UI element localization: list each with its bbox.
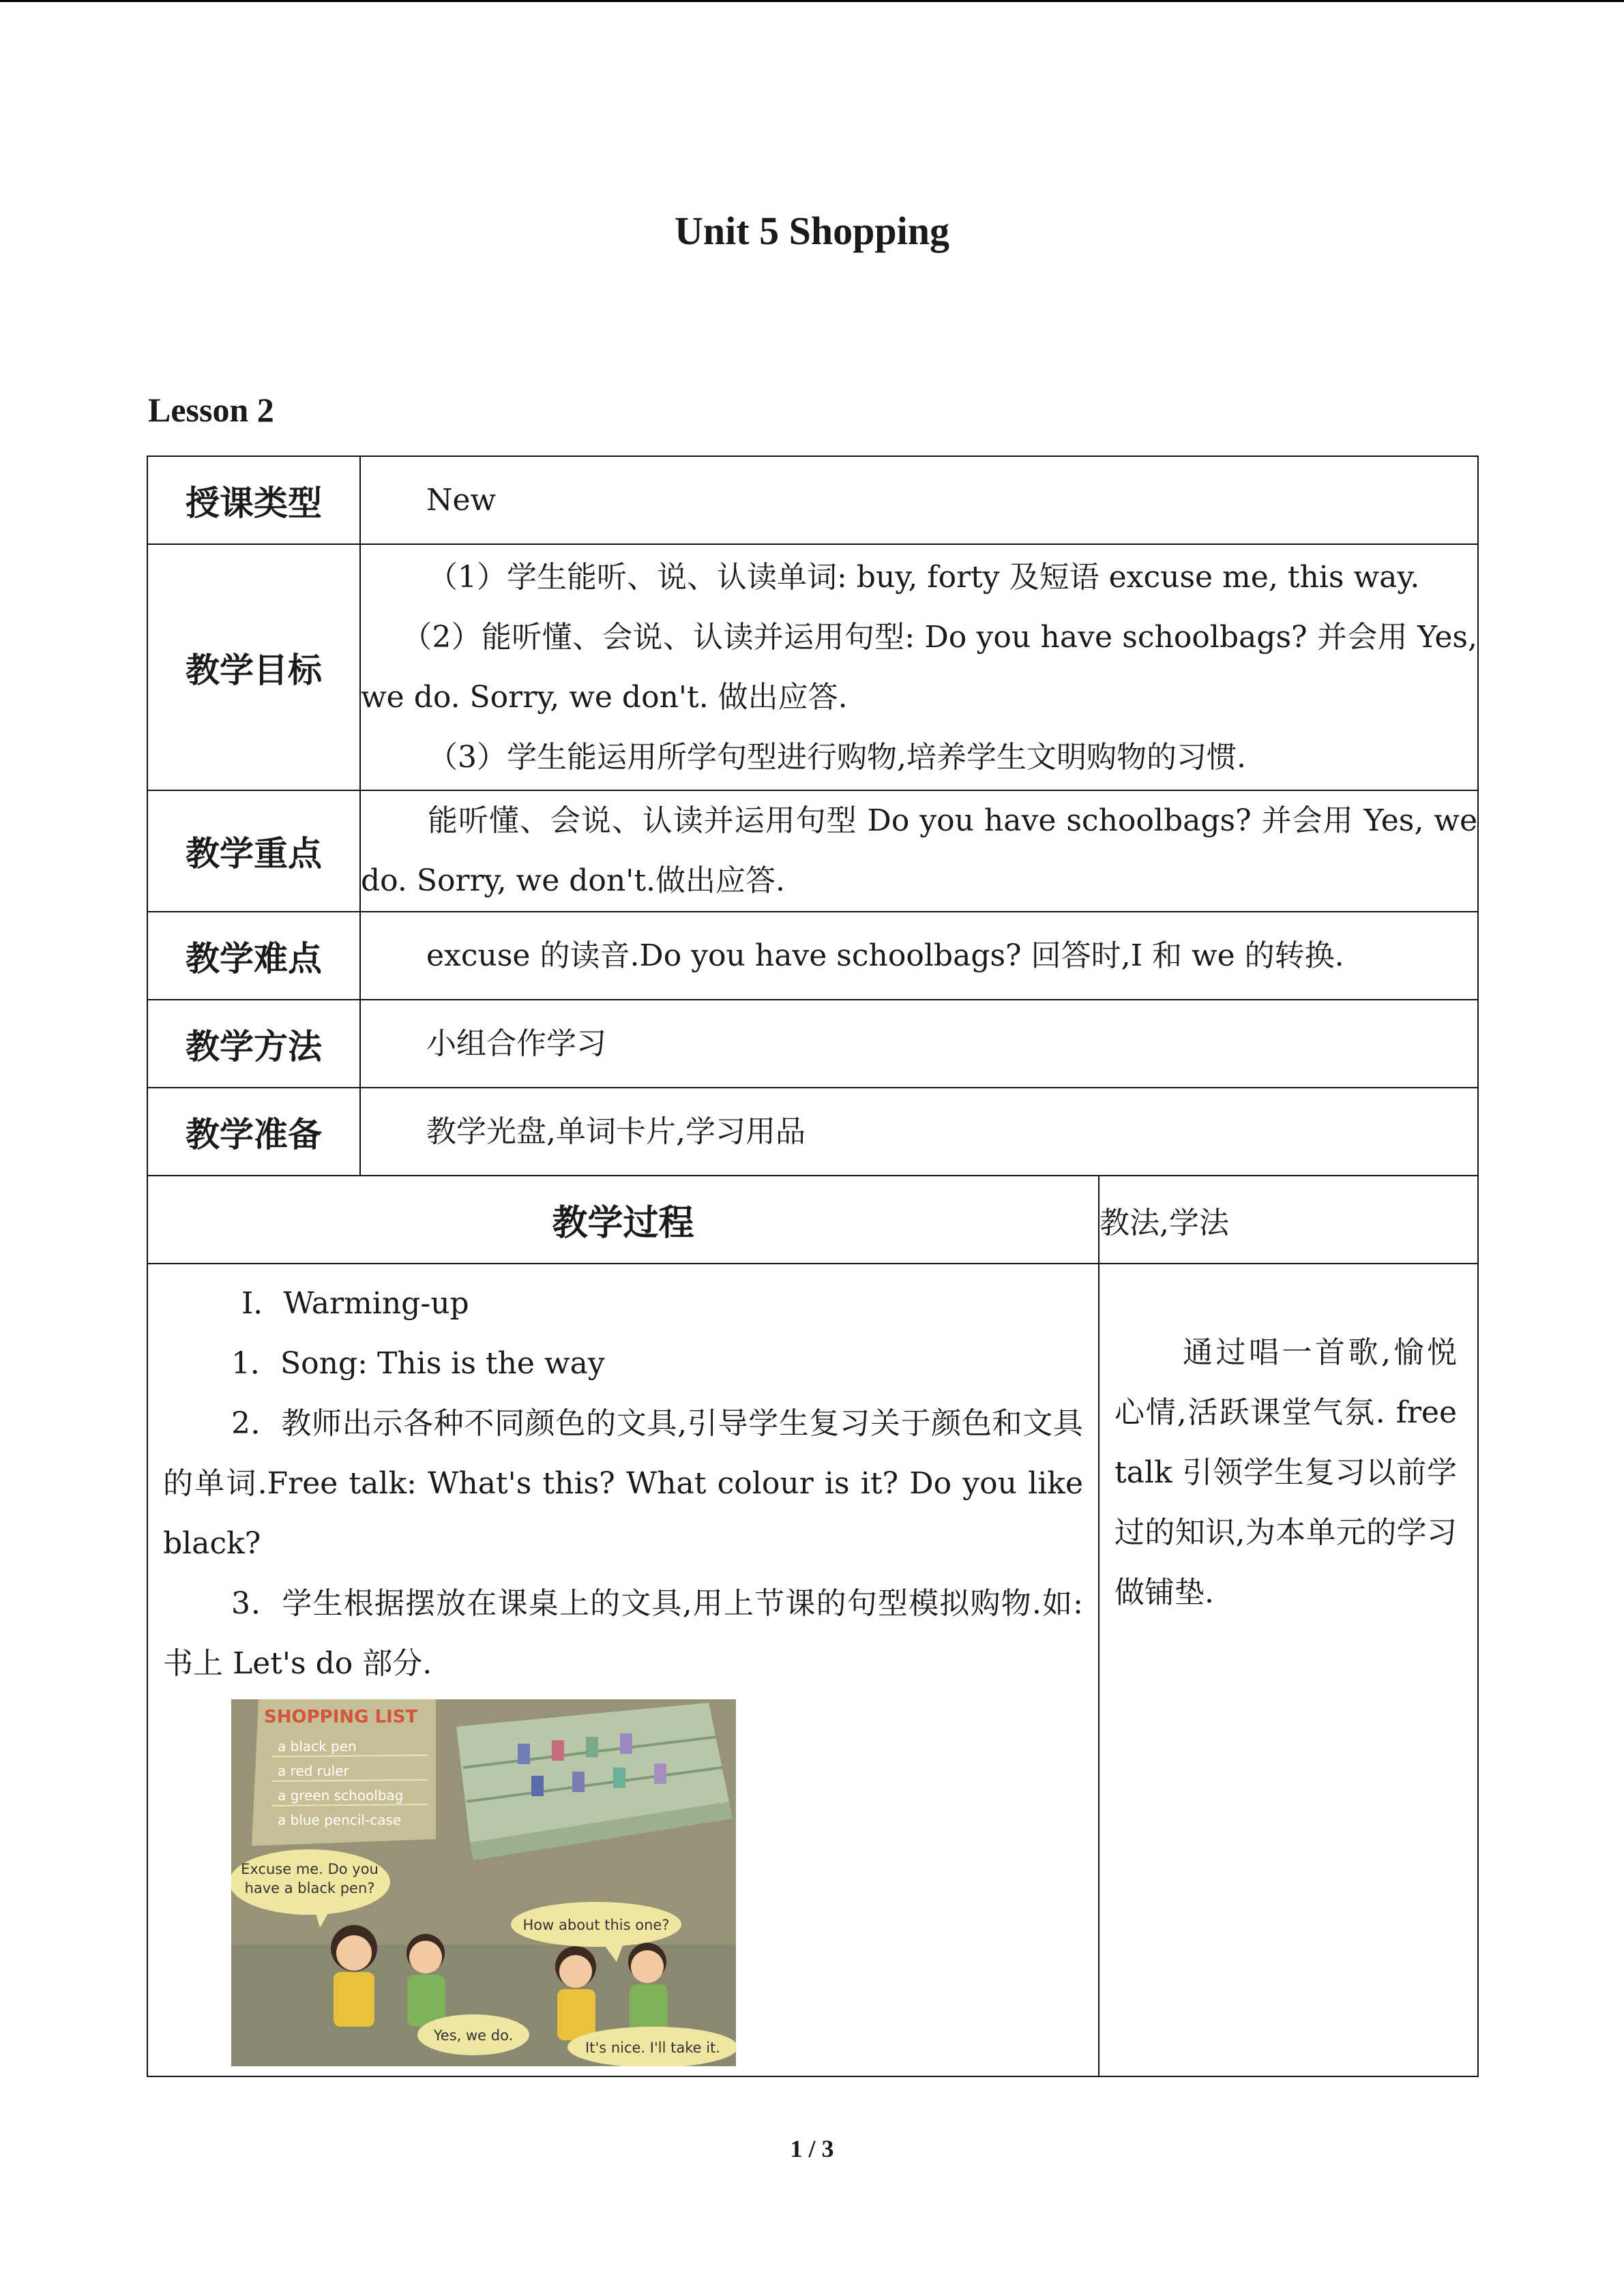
row-difficulties xyxy=(147,912,1478,1000)
value-difficulties xyxy=(360,912,1478,1000)
objective-3: （3）学生能运用所学句型进行购物,培养学生文明购物的习惯. xyxy=(428,739,1246,775)
step-3: 3．学生根据摆放在课桌上的文具,用上节课的句型模拟购物.如: 书上 Let's do 部分. xyxy=(163,1586,1083,1681)
value-method xyxy=(360,1000,1478,1088)
step-2: 2．教师出示各种不同颜色的文具,引导学生复习关于颜色和文具的单词.Free talk: What's this? What colour is it? Do you like black? xyxy=(163,1406,1083,1561)
page-number: 1 / 3 xyxy=(790,2135,834,2162)
list-item-2: a red ruler xyxy=(278,1763,349,1779)
speech-bubble-3 xyxy=(417,2014,529,2055)
method-content xyxy=(1099,1264,1478,2076)
row-process-header xyxy=(147,1176,1478,1264)
row-type xyxy=(147,456,1478,544)
process-content xyxy=(147,1264,1099,2076)
method-header: 教法,学法 xyxy=(1099,1176,1478,1264)
label-objectives: 教学目标 xyxy=(147,544,360,790)
label-key-points: 教学重点 xyxy=(147,790,360,912)
key-points-text: 能听懂、会说、认读并运用句型 Do you have schoolbags? 并会用 Yes, we do. Sorry, we don't.做出应答. xyxy=(361,803,1478,898)
objective-1: （1）学生能听、说、认读单词: buy, forty 及短语 excuse me, this way. xyxy=(428,559,1420,595)
value-key-points xyxy=(360,790,1478,912)
lesson-heading: Lesson 2 xyxy=(148,391,274,429)
bubble-3-text: Yes, we do. xyxy=(433,2027,514,2044)
shopping-list-card xyxy=(252,1699,436,1846)
value-preparation xyxy=(360,1088,1478,1176)
label-preparation: 教学准备 xyxy=(147,1088,360,1176)
speech-bubble-4 xyxy=(567,2027,736,2066)
process-header: 教学过程 xyxy=(147,1176,1099,1264)
step-warming-up: Ⅰ．Warming-up xyxy=(241,1286,469,1321)
bubble-2-text: How about this one? xyxy=(522,1917,670,1933)
bubble-1-text: Excuse me. Do you have a black pen? xyxy=(241,1861,379,1896)
step-1: 1．Song: This is the way xyxy=(231,1346,605,1381)
list-title: SHOPPING LIST xyxy=(264,1707,418,1727)
label-method: 教学方法 xyxy=(147,1000,360,1088)
list-item-4: a blue pencil-case xyxy=(278,1812,402,1828)
top-rule xyxy=(0,0,1624,2)
value-type xyxy=(360,456,1478,544)
objective-2: （2）能听懂、会说、认读并运用句型: Do you have schoolbags? 并会用 Yes, we do. Sorry, we don't. 做出应答. xyxy=(361,619,1478,715)
document-title: Unit 5 Shopping xyxy=(675,209,949,253)
method-text: 小组合作学习 xyxy=(426,1026,606,1061)
method-note: 通过唱一首歌,愉悦心情,活跃课堂气氛. free talk 引领学生复习以前学过的知识,为本单元的学习做铺垫. xyxy=(1114,1335,1458,1610)
label-type: 授课类型 xyxy=(147,456,360,544)
label-difficulties: 教学难点 xyxy=(147,912,360,1000)
list-item-3: a green schoolbag xyxy=(278,1787,404,1804)
row-objectives xyxy=(147,544,1478,790)
list-item-1: a black pen xyxy=(278,1738,357,1755)
preparation-text: 教学光盘,单词卡片,学习用品 xyxy=(426,1114,806,1149)
textbook-illustration xyxy=(231,1699,736,2066)
row-preparation xyxy=(147,1088,1478,1176)
row-key-points xyxy=(147,790,1478,912)
type-text: New xyxy=(426,482,497,518)
bubble-4-text: It's nice. I'll take it. xyxy=(585,2040,720,2056)
row-method xyxy=(147,1000,1478,1088)
value-objectives xyxy=(360,544,1478,790)
difficulties-text: excuse 的读音.Do you have schoolbags? 回答时,I 和 we 的转换. xyxy=(426,938,1344,973)
row-process-body xyxy=(147,1264,1478,2076)
lesson-plan-table xyxy=(147,456,1479,2077)
